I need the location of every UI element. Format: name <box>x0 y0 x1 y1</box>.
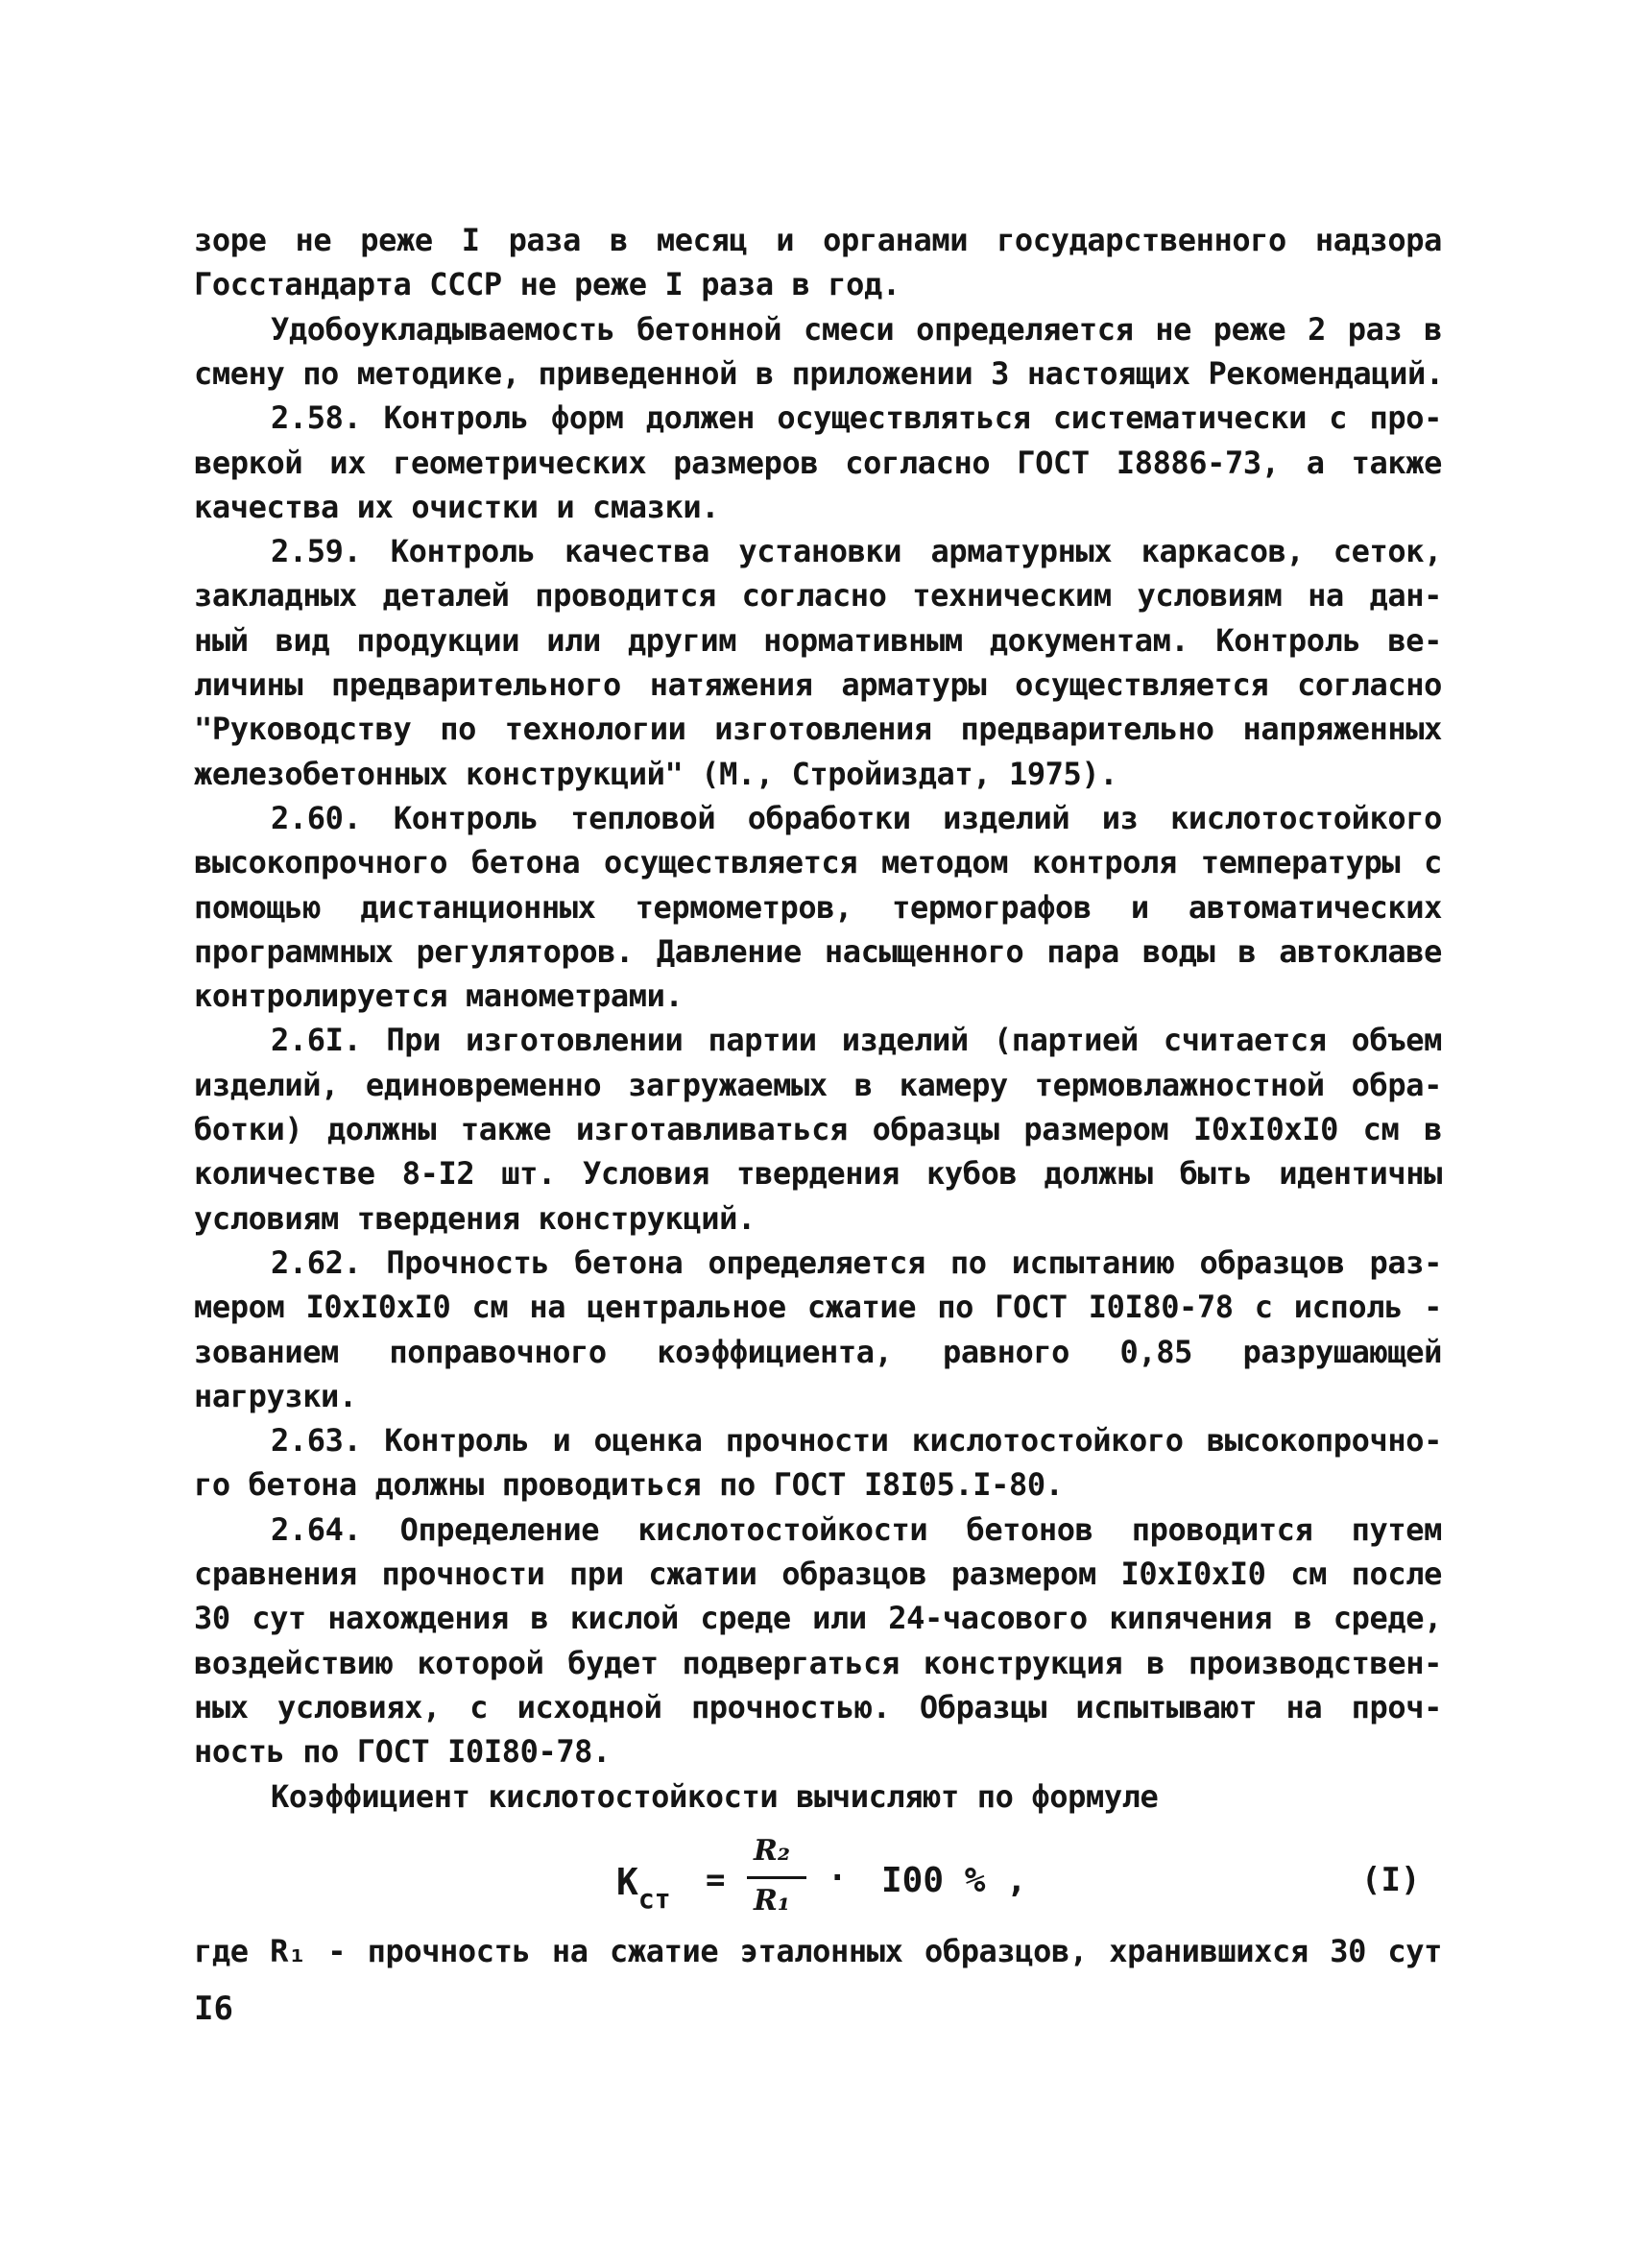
text-line: ных условиях, с исходной прочностью. Образцы испытывают на проч- <box>194 1689 1442 1725</box>
formula-lhs: $K_{ст}$ <box>616 1861 671 1915</box>
formula-denominator: R₁ <box>754 1884 791 1918</box>
text-line: железобетонных конструкций" (М., Стройиздат, 1975). <box>194 756 1118 792</box>
text-line: личины предварительного натяжения арматуры осуществляется согласно <box>194 666 1442 703</box>
text-line: 2.62. Прочность бетона определяется по испытанию образцов раз- <box>271 1244 1442 1281</box>
text-line: ный вид продукции или другим нормативным документам. Контроль ве- <box>194 622 1442 659</box>
text-line: условиям твердения конструкций. <box>194 1200 756 1237</box>
text-line: веркой их геометрических размеров согласно ГОСТ I8886-73, а также <box>194 445 1442 481</box>
text-line: "Руководству по технологии изготовления предварительно напряженных <box>194 711 1442 747</box>
text-line: го бетона должны проводиться по ГОСТ I8I05.I-80. <box>194 1466 1064 1503</box>
text-line: 2.60. Контроль тепловой обработки изделий из кислотостойкого <box>271 800 1442 836</box>
text-line: 2.6I. При изготовлении партии изделий (партией считается объем <box>271 1022 1442 1058</box>
text-line: нагрузки. <box>194 1378 357 1414</box>
text-line: Коэффициент кислотостойкости вычисляют по формуле <box>271 1778 1159 1815</box>
text-line: высокопрочного бетона осуществляется методом контроля температуры с <box>194 844 1442 881</box>
text-line: 2.64. Определение кислотостойкости бетонов проводится путем <box>271 1511 1442 1548</box>
formula-numerator: R₂ <box>754 1834 791 1868</box>
text-line: изделий, единовременно загружаемых в камеру термовлажностной обра- <box>194 1067 1442 1103</box>
text-line: зованием поправочного коэффициента, равного 0,85 разрушающей <box>194 1334 1442 1370</box>
text-line: контролируется манометрами. <box>194 977 684 1014</box>
page-number: I6 <box>194 1990 233 2028</box>
formula-number: (I) <box>1361 1861 1421 1899</box>
formula-fraction-bar <box>747 1876 806 1879</box>
text-line: помощью дистанционных термометров, термографов и автоматических <box>194 889 1442 926</box>
formula-multiply-dot: · <box>828 1859 848 1897</box>
text-line: сравнения прочности при сжатии образцов размером I0xI0xI0 см после <box>194 1556 1442 1592</box>
formula-lhs-subscript: ст <box>637 1883 671 1915</box>
text-line: программных регуляторов. Давление насыщенного пара воды в автоклаве <box>194 933 1442 970</box>
text-line: мером I0xI0xI0 см на центральное сжатие по ГОСТ I0I80-78 с исполь - <box>194 1289 1442 1325</box>
text-line: 30 сут нахождения в кислой среде или 24-часового кипячения в среде, <box>194 1600 1442 1636</box>
text-line: Госстандарта СССР не реже I раза в год. <box>194 266 901 302</box>
text-line: воздействию которой будет подвергаться конструкция в производствен- <box>194 1645 1442 1681</box>
after-formula-line: где R₁ - прочность на сжатие эталонных образцов, хранившихся 30 сут <box>194 1933 1442 1969</box>
text-line: смену по методике, приведенной в приложении 3 настоящих Рекомендаций. <box>194 355 1444 392</box>
text-line: 2.58. Контроль форм должен осуществляться систематически с про- <box>271 399 1442 436</box>
text-line: ность по ГОСТ I0I80-78. <box>194 1733 611 1770</box>
text-line: Удобоукладываемость бетонной смеси определяется не реже 2 раз в <box>271 311 1442 348</box>
text-line: ботки) должны также изготавливаться образцы размером I0xI0xI0 см в <box>194 1111 1442 1147</box>
text-line: зоре не реже I раза в месяц и органами государственного надзора <box>194 222 1442 258</box>
text-line: количестве 8-I2 шт. Условия твердения кубов должны быть идентичны <box>194 1155 1442 1192</box>
formula-equals: = <box>706 1861 726 1899</box>
text-line: 2.59. Контроль качества установки арматурных каркасов, сеток, <box>271 533 1442 569</box>
formula-multiplier: I00 % , <box>881 1861 1027 1900</box>
text-line: 2.63. Контроль и оценка прочности кислотостойкого высокопрочно- <box>271 1422 1442 1459</box>
text-line: качества их очистки и смазки. <box>194 489 720 525</box>
text-line: закладных деталей проводится согласно техническим условиям на дан- <box>194 577 1442 614</box>
